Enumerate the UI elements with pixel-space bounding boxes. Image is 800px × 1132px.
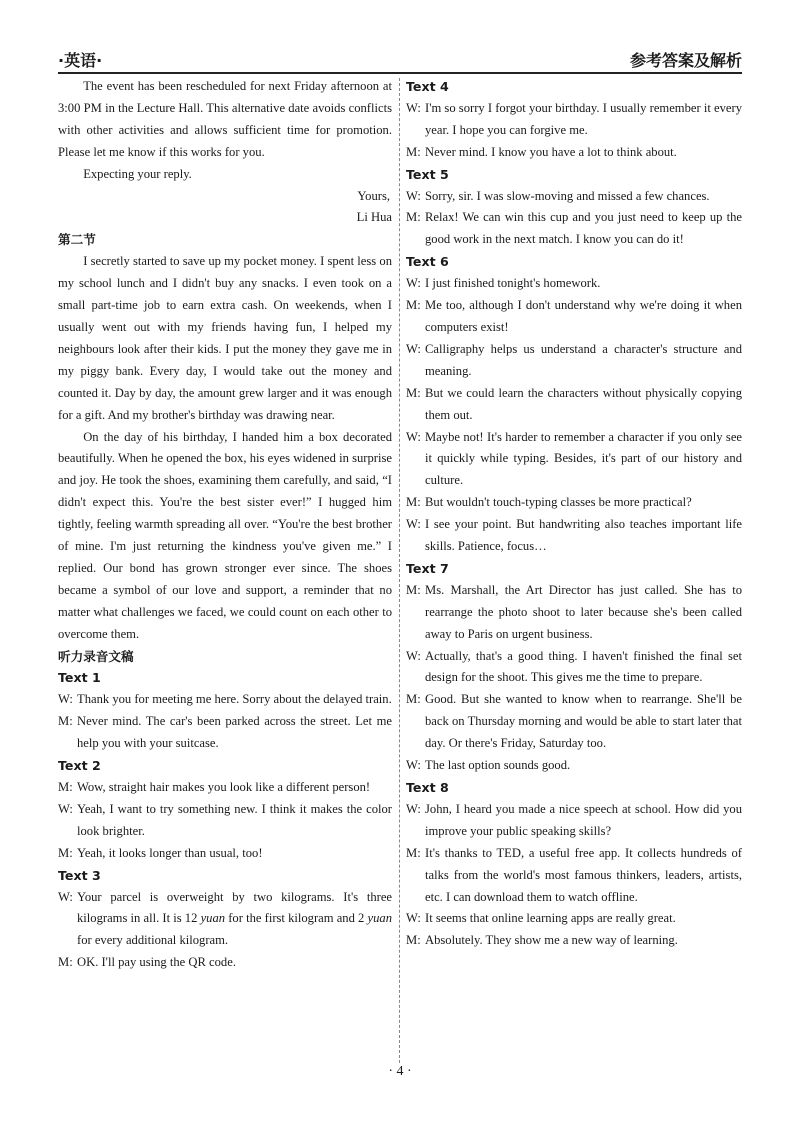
speaker-label: W: bbox=[406, 100, 421, 115]
dialogue-line: W: Calligraphy helps us understand a character's structure and meaning. bbox=[406, 339, 742, 383]
speaker-label: M: bbox=[58, 780, 73, 794]
header-rule bbox=[58, 72, 742, 74]
dialogue-line: M: Ms. Marshall, the Art Director has just called. She has to rearrange the photo shoot to later because she's been called away to Paris on urgent business. bbox=[406, 580, 742, 646]
speaker-label: M: bbox=[406, 582, 421, 597]
dialogue-line: W: It seems that online learning apps are really great. bbox=[406, 908, 742, 930]
left-column bbox=[58, 76, 392, 974]
dialogue-line: W: Sorry, sir. I was slow-moving and missed a few chances. bbox=[406, 186, 742, 208]
dialogue-line: W: I just finished tonight's homework. bbox=[406, 273, 742, 295]
column-divider bbox=[399, 78, 400, 1063]
text-6-heading: Text 6 bbox=[406, 254, 449, 270]
dialogue-line: M: Wow, straight hair makes you look like a different person! bbox=[58, 777, 392, 799]
text-7-heading: Text 7 bbox=[406, 560, 449, 576]
speaker-label: M: bbox=[406, 495, 421, 510]
dialogue-line: W: Maybe not! It's harder to remember a character if you only see it quickly while typing. Besides, it's part of our history and culture. bbox=[406, 427, 742, 493]
speaker-label: M: bbox=[406, 845, 421, 860]
text-3-heading: Text 3 bbox=[58, 867, 101, 883]
speaker-label: M: bbox=[58, 845, 73, 860]
speaker-label: M: bbox=[58, 955, 73, 970]
right-column bbox=[406, 76, 742, 952]
text-5-heading: Text 5 bbox=[406, 166, 449, 182]
speaker-label: M: bbox=[406, 298, 421, 313]
story-paragraph-2: On the day of his birthday, I handed him a box decorated beautifully. When he opened the box, his eyes widened in surprise and joy. He took the shoes, examining them carefully, and said, “I didn't expect this. You're the best sister ever!” I hugged him tightly, feeling warmth spreading all over. “You're the best brother of mine. I'm just returning the kindness you've given me.” I replied. Our bond has grown stronger ever since. The shoes became a symbol of our love and support, a reminder that no matter what challenges we faced, we could count on each other to overcome them. bbox=[58, 429, 392, 641]
dialogue-line: W: I'm so sorry I forgot your birthday. I usually remember it every year. I hope you can forgive me. bbox=[406, 98, 742, 142]
dialogue-line: W: Actually, that's a good thing. I haven't finished the final set design for the shoot. This gives me the time to prepare. bbox=[406, 646, 742, 690]
speaker-label: W: bbox=[406, 188, 421, 203]
text-4-heading: Text 4 bbox=[406, 79, 449, 94]
page-header bbox=[58, 48, 742, 72]
dialogue-line: W: Thank you for meeting me here. Sorry about the delayed train. bbox=[58, 689, 392, 711]
dialogue-line: M: Relax! We can win this cup and you just need to keep up the good work in the next match. I know you can do it! bbox=[406, 207, 742, 251]
dialogue-line: W: John, I heard you made a nice speech at school. How did you improve your public speaking skills? bbox=[406, 799, 742, 843]
dialogue-line: M: It's thanks to TED, a useful free app. It collects hundreds of talks from the world's most famous thinkers, leaders, artists, etc. I can download them to watch offline. bbox=[406, 843, 742, 909]
dialogue-line: M: Never mind. The car's been parked across the street. Let me help you with your suitcase. bbox=[58, 711, 392, 755]
speaker-label: W: bbox=[406, 341, 421, 356]
speaker-label: W: bbox=[406, 517, 421, 532]
page-number: · 4 · bbox=[388, 1064, 412, 1079]
speaker-label: W: bbox=[406, 429, 421, 444]
speaker-label: W: bbox=[58, 692, 73, 707]
letter-yours: Yours, bbox=[357, 188, 390, 203]
dialogue-line: M: Good. But she wanted to know when to rearrange. She'll be back on Thursday morning and would be able to start later that day. Or there's Friday, Saturday too. bbox=[406, 689, 742, 755]
section-title: 参考答案及解析 bbox=[629, 51, 742, 70]
dialogue-line: M: But wouldn't touch-typing classes be more practical? bbox=[406, 492, 742, 514]
dialogue-line: M: Never mind. I know you have a lot to think about. bbox=[406, 142, 742, 164]
speaker-label: W: bbox=[58, 801, 73, 816]
text-2-heading: Text 2 bbox=[58, 758, 101, 774]
speaker-label: M: bbox=[406, 692, 421, 707]
speaker-label: W: bbox=[406, 801, 421, 816]
speaker-label: M: bbox=[58, 714, 73, 729]
speaker-label: W: bbox=[406, 648, 421, 663]
dialogue-line: M: Absolutely. They show me a new way of learning. bbox=[406, 930, 742, 952]
subject-label: ·英语· bbox=[58, 51, 103, 70]
part2-heading: 第二节 bbox=[58, 232, 96, 248]
speaker-label: M: bbox=[406, 933, 421, 948]
text-8-heading: Text 8 bbox=[406, 780, 449, 795]
dialogue-line: M: OK. I'll pay using the QR code. bbox=[58, 952, 392, 974]
story-paragraph-1: I secretly started to save up my pocket money. I spent less on my school lunch and I didn't buy any snacks. I even took on a small part-time job to earn extra cash. On weekends, when I usually went out with my friends having fun, I helped my neighbours look after their kids. I put the money they gave me in my piggy bank. Every day, I would take out the money and counted it. Day by day, the amount grew larger and it was enough for a gift. And my brother's birthday was drawing near. bbox=[58, 254, 392, 422]
speaker-label: W: bbox=[406, 276, 421, 291]
letter-closing: Expecting your reply. bbox=[83, 166, 192, 181]
text-1-heading: Text 1 bbox=[58, 670, 101, 686]
letter-paragraph: The event has been rescheduled for next Friday afternoon at 3:00 PM in the Lecture Hall. This alternative date avoids conflicts with other activities and allows sufficient time for promotion. Please let me know if this works for you. bbox=[58, 79, 392, 159]
dialogue-line: W: Your parcel is overweight by two kilograms. It's three kilograms in all. It is 12 yuan for the first kilogram and 2 yuan for every additional kilogram. bbox=[58, 887, 392, 953]
speaker-label: W: bbox=[406, 758, 421, 773]
dialogue-line: W: I see your point. But handwriting also teaches important life skills. Patience, focus… bbox=[406, 514, 742, 558]
dialogue-line: M: Yeah, it looks longer than usual, too! bbox=[58, 843, 392, 865]
speaker-label: W: bbox=[58, 889, 73, 904]
speaker-label: W: bbox=[406, 911, 421, 926]
dialogue-line: W: Yeah, I want to try something new. I think it makes the color look brighter. bbox=[58, 799, 392, 843]
dialogue-line: M: But we could learn the characters without physically copying them out. bbox=[406, 383, 742, 427]
speaker-label: M: bbox=[406, 144, 421, 159]
letter-signature: Li Hua bbox=[356, 210, 392, 225]
speaker-label: M: bbox=[406, 385, 421, 400]
speaker-label: M: bbox=[406, 210, 421, 225]
dialogue-line: W: The last option sounds good. bbox=[406, 755, 742, 777]
script-heading: 听力录音文稿 bbox=[58, 648, 134, 664]
dialogue-line: M: Me too, although I don't understand why we're doing it when computers exist! bbox=[406, 295, 742, 339]
